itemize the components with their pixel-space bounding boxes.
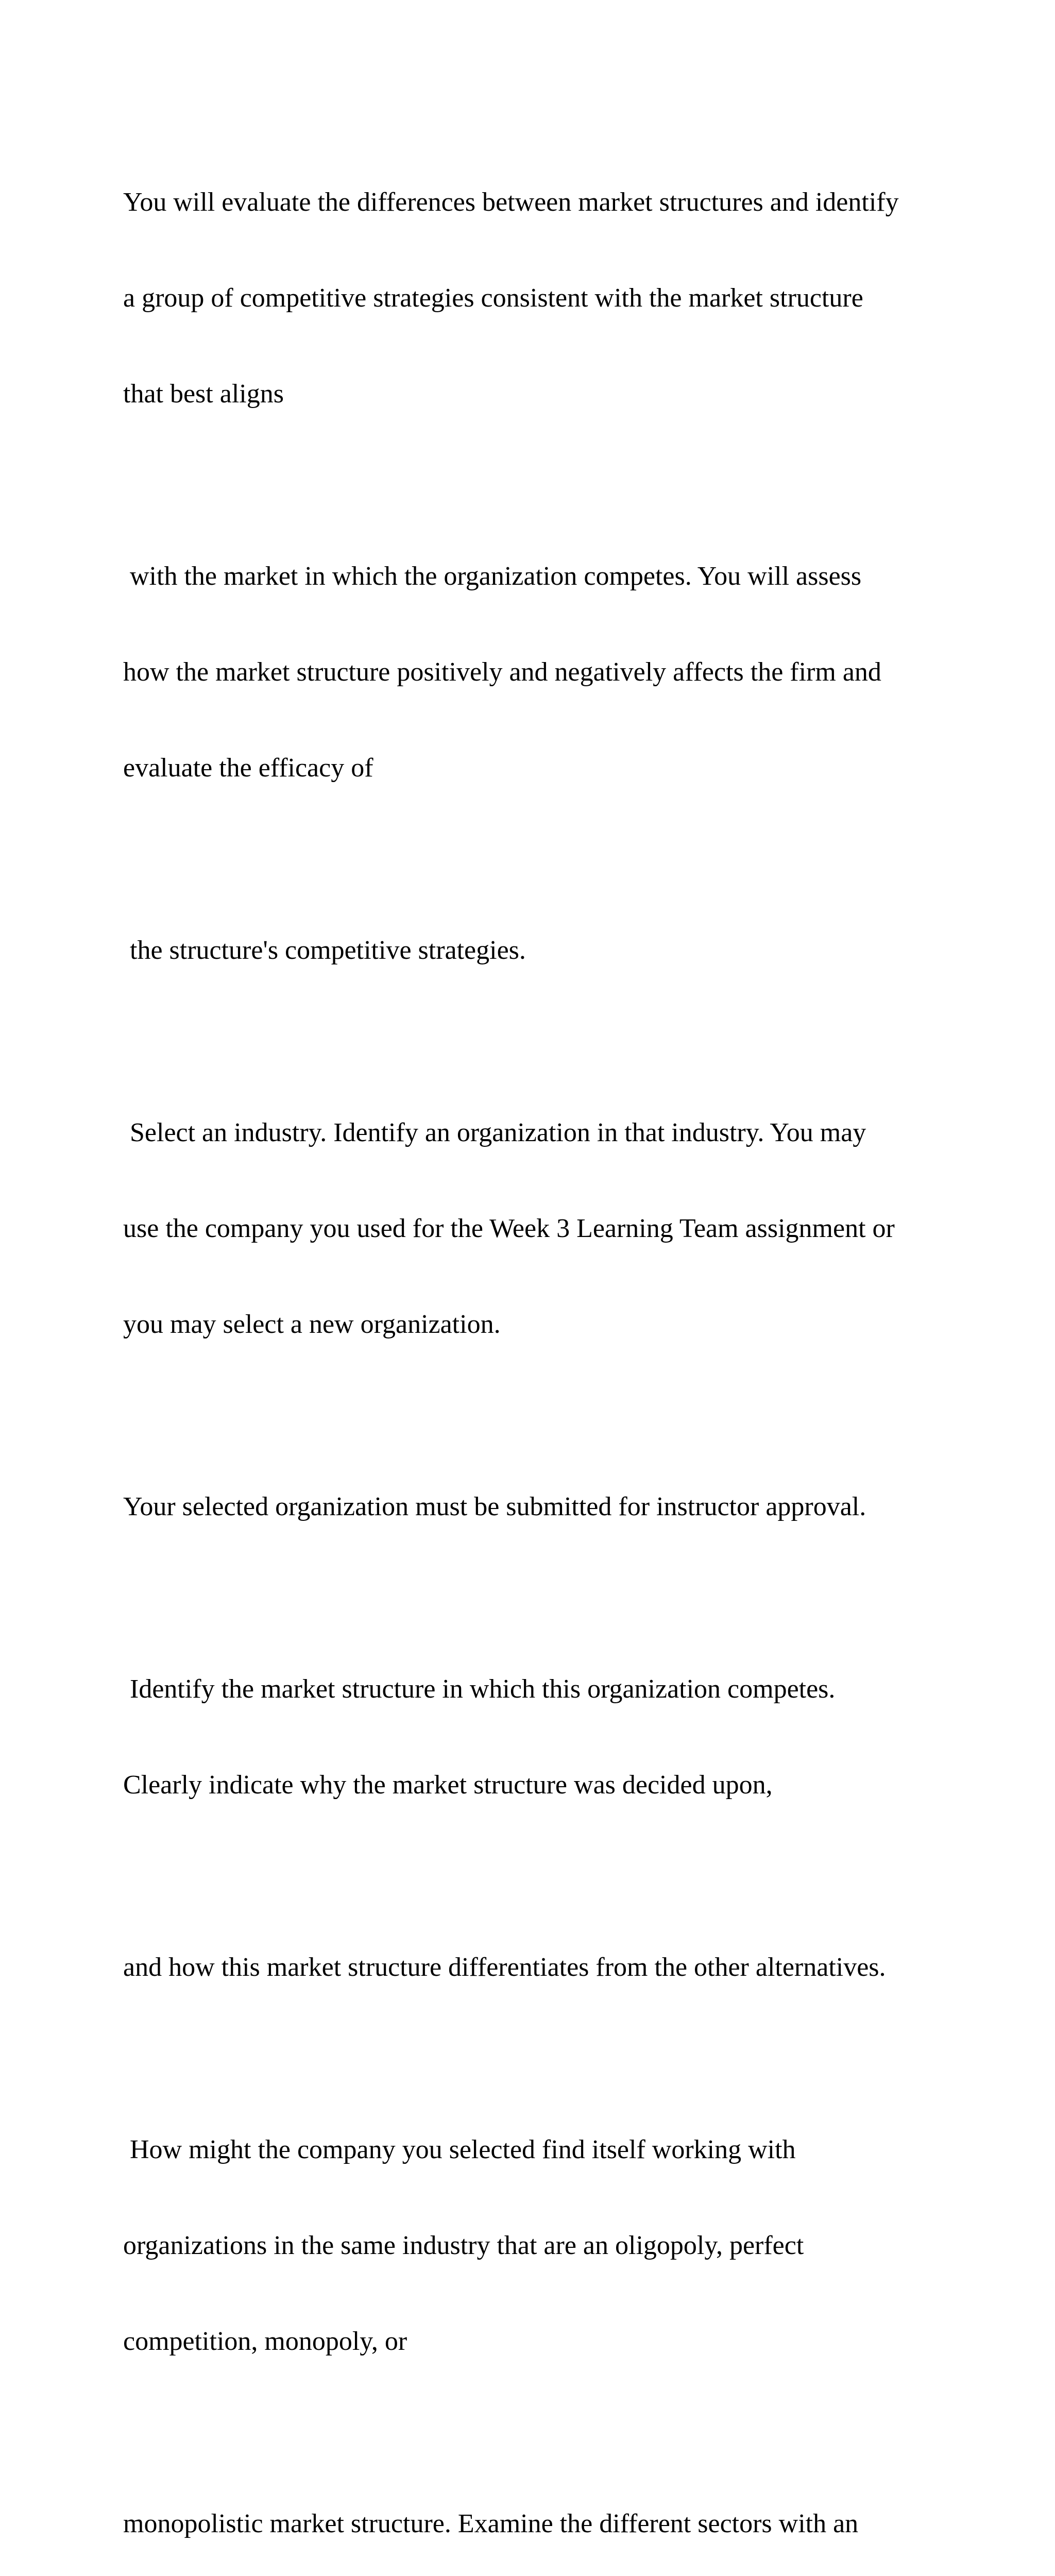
text-line: the structure's competitive strategies.	[123, 936, 526, 965]
text-line: organizations in the same industry that are an oligopoly, perfect	[123, 2231, 804, 2260]
paragraph	[123, 1609, 947, 1865]
text-line: and how this market structure differentiates from the other alternatives.	[123, 1953, 886, 1982]
text-line: use the company you used for the Week 3 Learning Team assignment or	[123, 1214, 895, 1243]
text-line: Identify the market structure in which this organization competes.	[123, 1674, 836, 1704]
text-line: monopolistic market structure. Examine the different sectors with an	[123, 2509, 859, 2538]
paragraph	[123, 123, 947, 474]
paragraph	[123, 1427, 947, 1587]
text-line: a group of competitive strategies consistent with the market structure	[123, 283, 863, 313]
paragraph	[123, 2444, 947, 2576]
text-line: evaluate the efficacy of	[123, 753, 373, 783]
text-line: You will evaluate the differences between market structures and identify	[123, 188, 899, 217]
text-line: that best aligns	[123, 379, 284, 409]
document-body	[123, 123, 947, 2576]
text-line: competition, monopoly, or	[123, 2327, 407, 2356]
text-line: how the market structure positively and negatively affects the firm and	[123, 657, 881, 687]
paragraph	[123, 1053, 947, 1404]
text-line: you may select a new organization.	[123, 1310, 501, 1339]
paragraph	[123, 871, 947, 1030]
paragraph	[123, 2070, 947, 2421]
text-line: Clearly indicate why the market structure was decided upon,	[123, 1770, 773, 1800]
paragraph	[123, 497, 947, 848]
text-line: How might the company you selected find itself working with	[123, 2135, 796, 2164]
text-line: Select an industry. Identify an organization in that industry. You may	[123, 1118, 866, 1147]
paragraph	[123, 1888, 947, 2047]
text-line: with the market in which the organization competes. You will assess	[123, 562, 862, 591]
text-line: Your selected organization must be submitted for instructor approval.	[123, 1492, 866, 1521]
